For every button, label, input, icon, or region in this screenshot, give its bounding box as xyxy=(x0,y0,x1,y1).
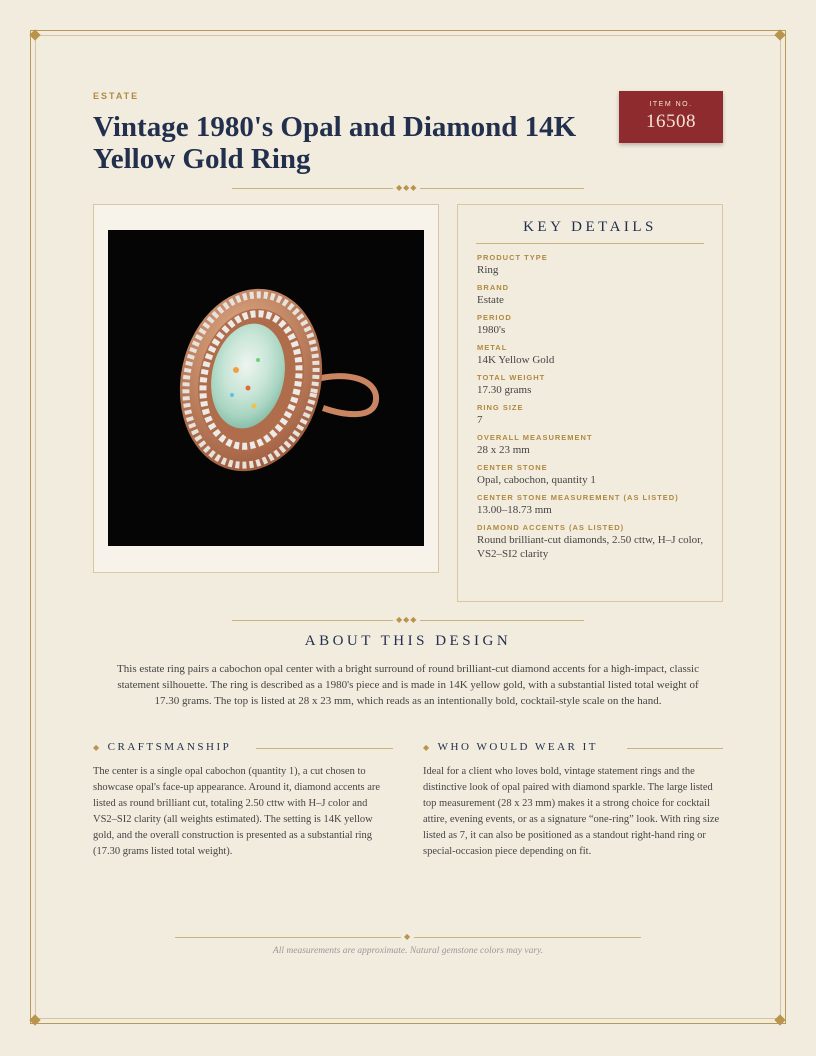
detail-value: Estate xyxy=(477,294,504,306)
category-eyebrow: ESTATE xyxy=(93,91,140,101)
detail-label: DIAMOND ACCENTS (AS LISTED) xyxy=(477,523,625,532)
detail-label: METAL xyxy=(477,343,508,352)
ring-illustration xyxy=(108,230,424,546)
detail-label: RING SIZE xyxy=(477,403,524,412)
detail-value: Opal, cabochon, quantity 1 xyxy=(477,474,596,486)
photo-frame xyxy=(93,204,439,573)
detail-value: 17.30 grams xyxy=(477,384,532,396)
item-number-badge xyxy=(619,91,723,143)
craftsmanship-rule xyxy=(256,748,393,749)
detail-label: CENTER STONE MEASUREMENT (AS LISTED) xyxy=(477,493,679,502)
page-title: Vintage 1980's Opal and Diamond 14K Yellow Gold Ring xyxy=(93,111,577,175)
detail-label: OVERALL MEASUREMENT xyxy=(477,433,593,442)
detail-label: PERIOD xyxy=(477,313,512,322)
item-number-label: ITEM NO. xyxy=(649,101,693,108)
divider-ornament-icon: ◆◆◆ xyxy=(393,183,420,193)
key-details-heading: KEY DETAILS xyxy=(523,219,657,235)
detail-value: Round brilliant-cut diamonds, 2.50 cttw, H–J color, VS2–SI2 clarity xyxy=(477,534,704,560)
key-details-divider xyxy=(476,243,704,244)
craftsmanship-heading xyxy=(93,741,231,753)
detail-value: 28 x 23 mm xyxy=(477,444,530,456)
about-heading: ABOUT THIS DESIGN xyxy=(304,633,512,649)
detail-label: PRODUCT TYPE xyxy=(477,253,548,262)
craftsmanship-heading-text: CRAFTSMANSHIP xyxy=(107,741,232,753)
detail-value: 14K Yellow Gold xyxy=(477,354,555,366)
detail-label: BRAND xyxy=(477,283,510,292)
diamond-bullet-icon: ◆ xyxy=(93,743,102,752)
ring-photo xyxy=(108,230,424,546)
detail-value: 13.00–18.73 mm xyxy=(477,504,552,516)
detail-value: 7 xyxy=(477,414,483,426)
who-heading xyxy=(423,741,598,753)
divider-ornament-icon: ◆◆◆ xyxy=(393,615,420,625)
who-text: Ideal for a client who loves bold, vintage statement rings and the distinctive look of opal paired with diamond sparkle. The large listed top measurement (28 x 23 mm) makes it a strong choice for cocktail attire, evening events, or as a signature “one-ring” look. With ring size listed as 7, it can also be positioned as a standout right-hand ring or special-occasion piece depending on fit. xyxy=(423,766,720,857)
detail-label: CENTER STONE xyxy=(477,463,548,472)
craftsmanship-text: The center is a single opal cabochon (quantity 1), a cut chosen to showcase opal's face-up appearance. Around it, diamond accents are listed as round brilliant cut, totaling 2.50 cttw with H–J color and VS2–SI2 clarity (all weights estimated). The setting is 14K yellow gold, and the overall construction is presented as a substantial ring (17.30 grams listed total weight). xyxy=(93,766,381,857)
who-heading-text: WHO WOULD WEAR IT xyxy=(437,741,598,753)
about-text: This estate ring pairs a cabochon opal center with a bright surround of round brilliant-cut diamond accents for a high-impact, classic statement silhouette. The ring is described as a 1980's piece and is made in 14K yellow gold, with a substantial listed total weight of 17.30 grams. The top is listed at 28 x 23 mm, which reads as an intentionally bold, cocktail-style scale on the hand. xyxy=(117,663,699,707)
who-rule xyxy=(627,748,723,749)
key-details-panel xyxy=(457,204,723,602)
detail-label: TOTAL WEIGHT xyxy=(477,373,546,382)
detail-value: 1980's xyxy=(477,324,506,336)
key-details-list xyxy=(477,253,709,561)
footer-ornament-icon: ◆ xyxy=(401,932,414,942)
detail-value: Ring xyxy=(477,264,499,276)
diamond-bullet-icon: ◆ xyxy=(423,743,432,752)
item-number-value: 16508 xyxy=(646,111,696,132)
footer-note: All measurements are approximate. Natural gemstone colors may vary. xyxy=(272,946,544,956)
